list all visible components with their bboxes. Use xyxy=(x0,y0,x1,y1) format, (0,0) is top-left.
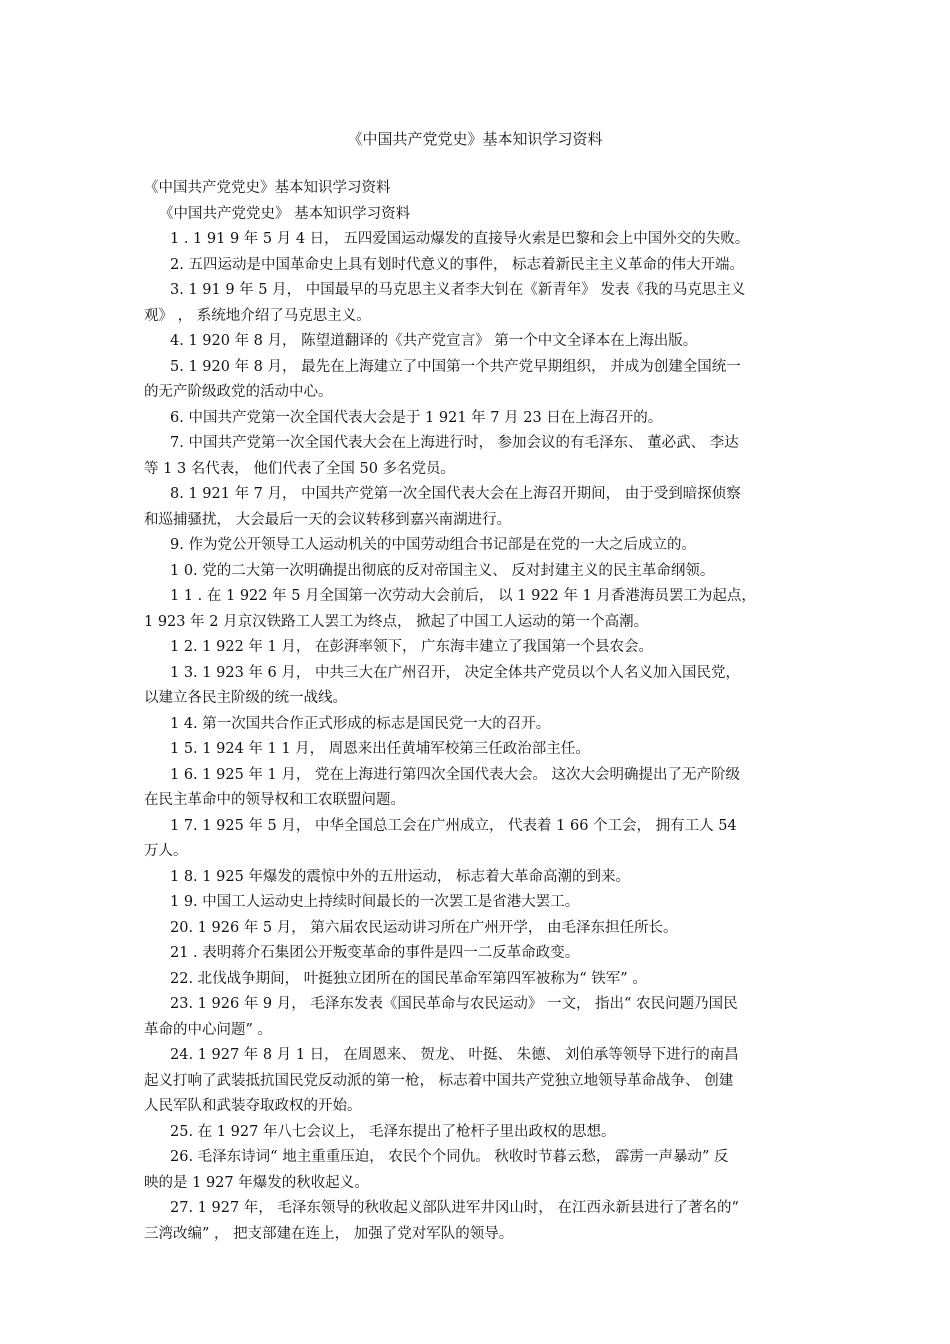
knowledge-point-item xyxy=(144,814,814,865)
item-first-line: 1 9. 中国工人运动史上持续时间最长的一次罢工是省港大罢工。 xyxy=(170,894,580,910)
knowledge-point-item xyxy=(144,992,814,1043)
knowledge-point-item xyxy=(144,355,814,406)
item-first-line: 1 1 . 在 1 922 年 5 月全国第一次劳动大会前后， 以 1 922 年 1 月香港海员罢工为起点， xyxy=(170,588,756,604)
document-subtitle-secondary: 《中国共产党党史》 基本知识学习资料 xyxy=(159,205,411,222)
document-title: 《中国共产党党史》基本知识学习资料 xyxy=(347,130,603,148)
document-body xyxy=(144,176,814,1247)
item-continuation-line: 人民军队和武装夺取政权的开始。 xyxy=(144,1098,362,1114)
item-continuation-line: 1 923 年 2 月京汉铁路工人罢工为终点， 掀起了中国工人运动的第一个高潮。 xyxy=(144,613,649,630)
knowledge-point-item xyxy=(144,1196,814,1247)
item-first-line: 9. 作为党公开领导工人运动机关的中国劳动组合书记部是在党的一大之后成立的。 xyxy=(170,537,696,553)
item-first-line: 23. 1 926 年 9 月， 毛泽东发表《国民革命与农民运动》 一文， 指出“ 农民问题乃国民 xyxy=(170,996,738,1012)
item-first-line: 20. 1 926 年 5 月， 第六届农民运动讲习所在广州开学， 由毛泽东担任所长。 xyxy=(170,919,678,936)
knowledge-point-item xyxy=(144,916,814,942)
item-first-line: 26. 毛泽东诗词“ 地主重重压迫， 农民个个同仇。 秋收时节暮云愁， 霹雳一声暴动” 反 xyxy=(170,1149,729,1165)
item-first-line: 1 6. 1 925 年 1 月， 党在上海进行第四次全国代表大会。 这次大会明确提出了无产阶级 xyxy=(170,766,741,783)
item-first-line: 22. 北伐战争期间， 叶挺独立团所在的国民革命军第四军被称为“ 铁军” 。 xyxy=(170,970,647,987)
item-first-line: 2. 五四运动是中国革命史上具有划时代意义的事件， 标志着新民主主义革命的伟大开端。 xyxy=(170,256,745,273)
knowledge-point-item xyxy=(144,253,814,279)
item-continuation-line: 万人。 xyxy=(144,843,188,859)
item-first-line: 25. 在 1 927 年八七会议上， 毛泽东提出了枪杆子里出政权的思想。 xyxy=(170,1123,616,1140)
knowledge-point-item xyxy=(144,584,814,635)
item-continuation-line: 起义打响了武装抵抗国民党反动派的第一枪， 标志着中国共产党独立地领导革命战争、 创建 xyxy=(144,1072,734,1089)
item-first-line: 1 5. 1 924 年 1 1 月， 周恩来出任黄埔军校第三任政治部主任。 xyxy=(170,741,590,757)
item-first-line: 1 3. 1 923 年 6 月， 中共三大在广州召开， 决定全体共产党员以个人名义加入国民党， xyxy=(170,664,741,681)
knowledge-point-item xyxy=(144,227,814,253)
knowledge-point-item xyxy=(144,865,814,891)
item-continuation-line: 的无产阶级政党的活动中心。 xyxy=(144,384,333,400)
item-first-line: 1 . 1 91 9 年 5 月 4 日， 五四爱国运动爆发的直接导火索是巴黎和会上中国外交的失败。 xyxy=(170,231,750,247)
item-continuation-line: 以建立各民主阶级的统一战线。 xyxy=(144,690,347,706)
item-first-line: 21 . 表明蒋介石集团公开叛变革命的事件是四一二反革命政变。 xyxy=(170,945,580,961)
knowledge-point-item xyxy=(144,661,814,712)
item-continuation-line: 观》 ， 系统地介绍了马克思主义。 xyxy=(144,307,371,324)
knowledge-point-item xyxy=(144,635,814,661)
knowledge-point-item xyxy=(144,533,814,559)
item-continuation-line: 在民主革命中的领导权和工农联盟问题。 xyxy=(144,792,405,808)
item-first-line: 5. 1 920 年 8 月， 最先在上海建立了中国第一个共产党早期组织， 并成为创建全国统一 xyxy=(170,358,741,375)
knowledge-point-item xyxy=(144,941,814,967)
knowledge-point-item xyxy=(144,482,814,533)
knowledge-point-item xyxy=(144,1120,814,1146)
knowledge-point-item xyxy=(144,406,814,432)
knowledge-point-item xyxy=(144,278,814,329)
item-continuation-line: 和巡捕骚扰， 大会最后一天的会议转移到嘉兴南湖进行。 xyxy=(144,511,512,528)
item-continuation-line: 三湾改编” ， 把支部建在连上， 加强了党对军队的领导。 xyxy=(144,1225,514,1242)
item-continuation-line: 等 1 3 名代表， 他们代表了全国 50 多名党员。 xyxy=(144,460,456,477)
item-first-line: 6. 中国共产党第一次全国代表大会是于 1 921 年 7 月 23 日在上海召开的。 xyxy=(170,409,663,426)
knowledge-point-item xyxy=(144,559,814,585)
item-continuation-line: 映的是 1 927 年爆发的秋收起义。 xyxy=(144,1174,369,1191)
knowledge-point-item xyxy=(144,431,814,482)
item-first-line: 3. 1 91 9 年 5 月， 中国最早的马克思主义者李大钊在《新青年》 发表《我的马克思主义 xyxy=(170,282,746,298)
item-first-line: 1 2. 1 922 年 1 月， 在彭湃率领下， 广东海丰建立了我国第一个县农会。 xyxy=(170,639,654,655)
item-first-line: 27. 1 927 年， 毛泽东领导的秋收起义部队进军井冈山时， 在江西永新县进行了著名的“ xyxy=(170,1200,739,1216)
document-subtitle: 《中国共产党党史》基本知识学习资料 xyxy=(144,180,391,196)
item-first-line: 7. 中国共产党第一次全国代表大会在上海进行时， 参加会议的有毛泽东、 董必武、 李达 xyxy=(170,435,739,451)
knowledge-point-item xyxy=(144,1043,814,1120)
knowledge-point-item xyxy=(144,712,814,738)
item-first-line: 1 0. 党的二大第一次明确提出彻底的反对帝国主义、 反对封建主义的民主革命纲领。 xyxy=(170,562,715,579)
knowledge-point-item xyxy=(144,329,814,355)
knowledge-point-item xyxy=(144,1145,814,1196)
knowledge-point-list xyxy=(144,227,814,1247)
knowledge-point-item xyxy=(144,890,814,916)
knowledge-point-item xyxy=(144,763,814,814)
item-first-line: 24. 1 927 年 8 月 1 日， 在周恩来、 贺龙、 叶挺、 朱德、 刘伯承等领导下进行的南昌 xyxy=(170,1047,739,1063)
knowledge-point-item xyxy=(144,967,814,993)
item-first-line: 1 8. 1 925 年爆发的震惊中外的五卅运动， 标志着大革命高潮的到来。 xyxy=(170,868,631,885)
item-continuation-line: 革命的中心问题” 。 xyxy=(144,1021,273,1038)
knowledge-point-item xyxy=(144,737,814,763)
item-first-line: 8. 1 921 年 7 月， 中国共产党第一次全国代表大会在上海召开期间， 由于受到暗探侦察 xyxy=(170,486,741,502)
item-first-line: 1 7. 1 925 年 5 月， 中华全国总工会在广州成立， 代表着 1 66 个工会， 拥有工人 54 xyxy=(170,817,737,834)
item-first-line: 1 4. 第一次国共合作正式形成的标志是国民党一大的召开。 xyxy=(170,715,551,732)
item-first-line: 4. 1 920 年 8 月， 陈望道翻译的《共产党宣言》 第一个中文全译本在上海出版。 xyxy=(170,333,698,349)
